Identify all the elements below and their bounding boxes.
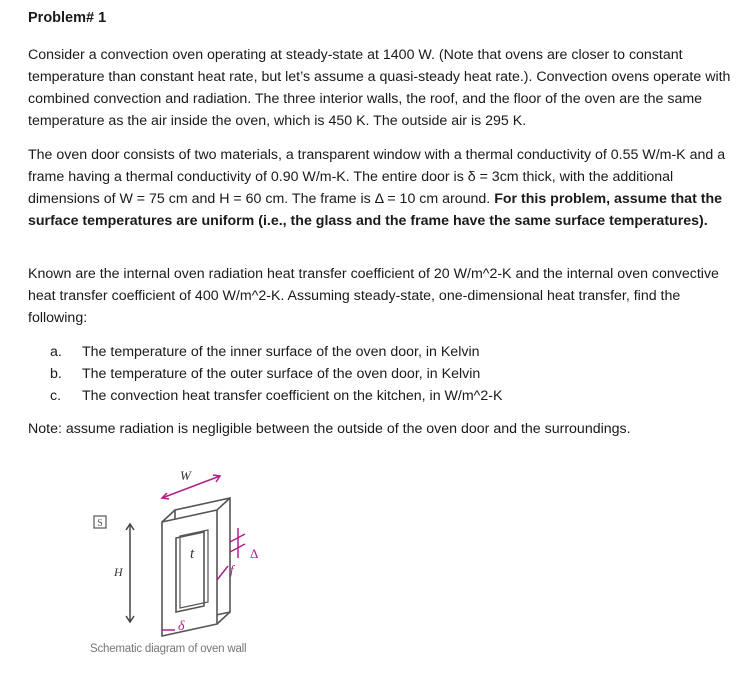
problem-title: Problem# 1 — [28, 10, 107, 26]
question-text: The temperature of the outer surface of the oven door, in Kelvin — [82, 366, 481, 382]
door-description-text: The oven door consists of two materials, a transparent window with a thermal conductivity of 0.55 W/m-K and a frame having a thermal conductivity of 0.90 W/m-K. The entire door is δ = 3cm thick, with the additional dimensions of W = 75 cm and H = 60 cm. The frame is Δ = 10 cm around. — [28, 147, 726, 207]
frame-width-label: Δ — [250, 546, 259, 561]
question-text: The temperature of the inner surface of the oven door, in Kelvin — [82, 344, 480, 360]
question-item — [50, 363, 730, 385]
glass-label: t — [190, 546, 195, 562]
intro-paragraph: Consider a convection oven operating at steady-state at 1400 W. (Note that ovens are closer to constant temperature than constant heat rate, but let’s assume a quasi-steady heat rate.). Convection ovens operate with combined convection and radiation. The three interior walls, the roof, and the floor of the oven are the same temperature as the air inside the oven, which is 450 K. The outside air is 295 K. — [28, 47, 731, 129]
door-drawing — [162, 498, 230, 636]
known-coefficients-paragraph: Known are the internal oven radiation heat transfer coefficient of 20 W/m^2-K and the internal oven convective heat transfer coefficient of 400 W/m^2-K. Assuming steady-state, one-dimensional heat transfer, find the following: — [28, 266, 719, 326]
thickness-label: δ — [178, 619, 185, 634]
frame-pointer — [217, 566, 228, 580]
question-item — [50, 341, 730, 363]
door-description-paragraph — [28, 144, 736, 232]
oven-door-schematic — [80, 462, 320, 662]
figure-caption: Schematic diagram of oven wall — [90, 643, 247, 655]
note-paragraph: Note: assume radiation is negligible between the outside of the oven door and the surroundings. — [28, 421, 631, 437]
question-marker: b. — [50, 366, 62, 382]
frame-label: f — [230, 562, 234, 577]
width-label: W — [180, 468, 191, 483]
height-label: H — [114, 565, 123, 579]
question-list — [50, 341, 730, 407]
width-arrow — [162, 476, 220, 498]
door-front-face — [162, 510, 217, 636]
uniform-temperature-assumption: For this problem, assume that the surface temperatures are uniform (i.e., the glass and the frame have the same surface temperatures). — [28, 191, 723, 229]
question-marker: a. — [50, 344, 62, 360]
question-item — [50, 385, 730, 407]
s-box-label: S — [97, 518, 103, 529]
question-marker: c. — [50, 388, 62, 404]
question-text: The convection heat transfer coefficient on the kitchen, in W/m^2-K — [82, 388, 503, 404]
